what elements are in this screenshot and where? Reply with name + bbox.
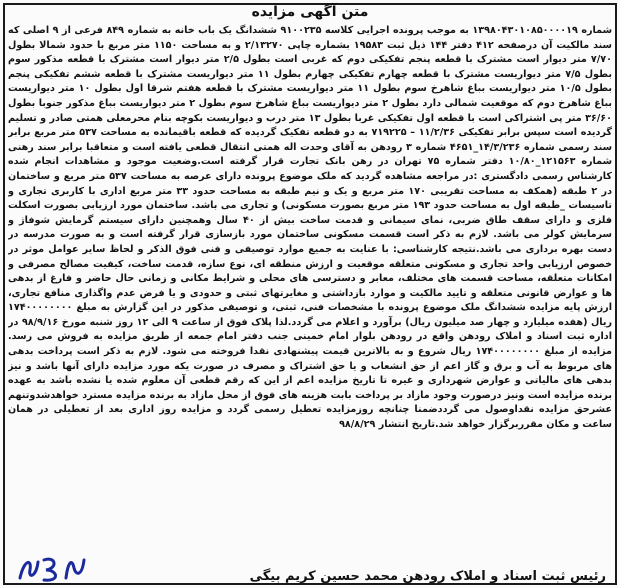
- signature-line: رئیس ثبت اسناد و املاک رودهن محمد حسین کریم بیگی: [249, 569, 606, 584]
- notice-body-text: شماره ۱۳۹۸۰۴۳۰۱۰۸۵۰۰۰۰۱۹ به موجب پرونده اجرایی کلاسه ۹۱۰۰۲۳۵ ششدانگ یک باب خانه به شماره ۸۴۹ فرعی از ۹ اصلی که سند مالکیت آن درصفحه ۴۱۲ دفتر ۱۴۴ ذیل ثبت ۱۹۵۸۳ بشماره چاپی ۲/۱۳۲۷۰ و به مساحت ۱۱۵۰ متر مربع با حدود شمالا بطول ۷/۷۰ متر دیوار است مشترک با قطعه پنجم تفکیکی دوم که غربی است بطول ۲/۵ متر دیوار است مشترک با قطعه مذکور سوم بطول ۷/۵ متر دیواریست مشترک با قطعه چهارم تفکیکی چهارم بطول ۱۱ متر دیواریست مشترک با قطعه ششم تفکیکی پنجم بطول ۱۰/۵ متر دیواریست بباغ شاهرخ سوم بطول ۱۱ متر دیواریست مشترک با قطعه هفتم شرقا اول بطول ۱۰ متر دیواریست بباغ شاهرخ دوم که موقعیت شمالی دارد بطول ۲ متر دیواریست بباغ شاهرخ سوم بطول ۲ متر دیواریست بباغ مذکور جنوبا بطول ۳۶/۶۰ متر پی اشتراکی است با قطعه اول تفکیکی غربا بطول ۱۳ متر درب و دیواریست بکوچه بنام محرمعلی همتی صادر و تسلیم گردیده است سپس برابر تفکیکی ۱۱/۲/۳۶ – ۷۱۹۲۲۵ به دو قطعه تفکیک گردیده که قطعه باقیمانده به مساحت ۵۳۷ متر مربع برابر سند رسمی شماره ۱۴/۳/۲۳۶_۴۶۵۱ شماره ۳ رودهن به آقای وحدت اله همتی انتقال قطعی یافته است و متعاقبا برابر سند رهنی شماره ۱۲۱۵۶۳_۱۰/۸۰ دفتر شماره ۷۵ تهران در رهن بانک تجارت قرار گرفته است.وضعیت موجود و مشاهدات انجام شده کارشناس رسمی دادگستری :در مراجعه مشاهده گردید که ملک موضوع پرونده دارای عرصه به مساحت ۵۳۷ متر مربع و ساختمان در ۲ طبقه (همکف به مساحت تقریبی ۱۷۰ متر مربع و یک و نیم طبقه به مساحت حدود ۳۳ متر مربع اداری با کاربری تجاری و تاسیسات _طبقه اول به مساحت حدود ۱۹۳ متر مربع بصورت مسکونی) و تجاری می باشد. ساختمان مورد ارزیابی بصورت اسکلت فلزی و دارای سقف طاق ضربی، نمای سیمانی و قدمت ساخت بیش از ۴۰ سال وهمچنین دارای سیستم گرمایش شوفاژ و سرمایش کولر می باشد. لازم به ذکر است قسمت مسکونی ساختمان مورد بازسازی قرار گرفته است و به صورت مدرسه در دست بهره برداری می باشد.نتیجه کارشناسی: با عنایت به جمیع موارد توصیفی و فنی فوق الذکر و لحاظ سایر عوامل موثر در خصوص ارزیابی واحد تجاری و مسکونی متعلقه موقعیت و ارزش منطقه ای، نوع سازه، قدمت ساخت، کیفیت مصالح مصرفی و امکانات متعلقه، مساحت قسمت های مختلف، معابر و دسترسی های محلی و شرایط مکانی و زمانی حال حاضر و فارغ از بدهی ها و عوارض قانونی متعلقه و تایید مالکیت و موارد بازداشتی و مغایرتهای ثبتی و حدودی و یا فرض عدم واگذاری منافع تجاری، ارزش پایه مزایده ششدانگ ملک موضوع پرونده با مشخصات فنی، ثبتی، و توصیفی مذکور در این گزارش به مبلغ ۱۷۴۰۰۰۰۰۰۰۰ ریال (هفده میلیارد و چهار صد میلیون ریال) برآورد و اعلام می گردد.لذا پلاک فوق از ساعت ۹ الی ۱۲ روز شنبه مورخ ۹۸/۹/۱۶ در اداره ثبت اسناد و املاک رودهن واقع در رودهن بلوار امام خمینی جنب دفتر امام جمعه از طریق مزایده به فروش می رسد. مزایده از مبلغ ۱۷۴۰۰۰۰۰۰۰۰ ریال شروع و به بالاترین قیمت پیشنهادی نقدا فروخته می شود. لازم به ذکر است پرداخت بدهی های مربوط به آب و برق و گاز اعم از حق انشعاب و یا حق اشتراک و مصرف در صورت یکه مورد مزایده دارای آنها باشد و نیز بدهی های مالیاتی و عوارض شهرداری و غیره تا تاریخ مزایده اعم از این که رقم قطعی آن معلوم شده یا نشده باشد به عهده برنده مزایده است ونیز درصورت وجود مازاد بر پرداخت بابت هزینه های فوق از محل مازاد به برنده مزایده مسترد خواهدشدوتنهم عشرحق مزایده نقداوصول می گرددضمنا چنانچه روزمزایده تعطیل رسمی گردد و مزایده روز اداری بعد از تعطیلی در همان ساعت و مکان مقرربرگزار خواهد شد.تاریخ انتشار ۹۸/۸/۲۹: [8, 25, 612, 431]
- handwritten-number-mark: [10, 548, 90, 588]
- notice-title: متن آگهی مزایده: [251, 4, 369, 20]
